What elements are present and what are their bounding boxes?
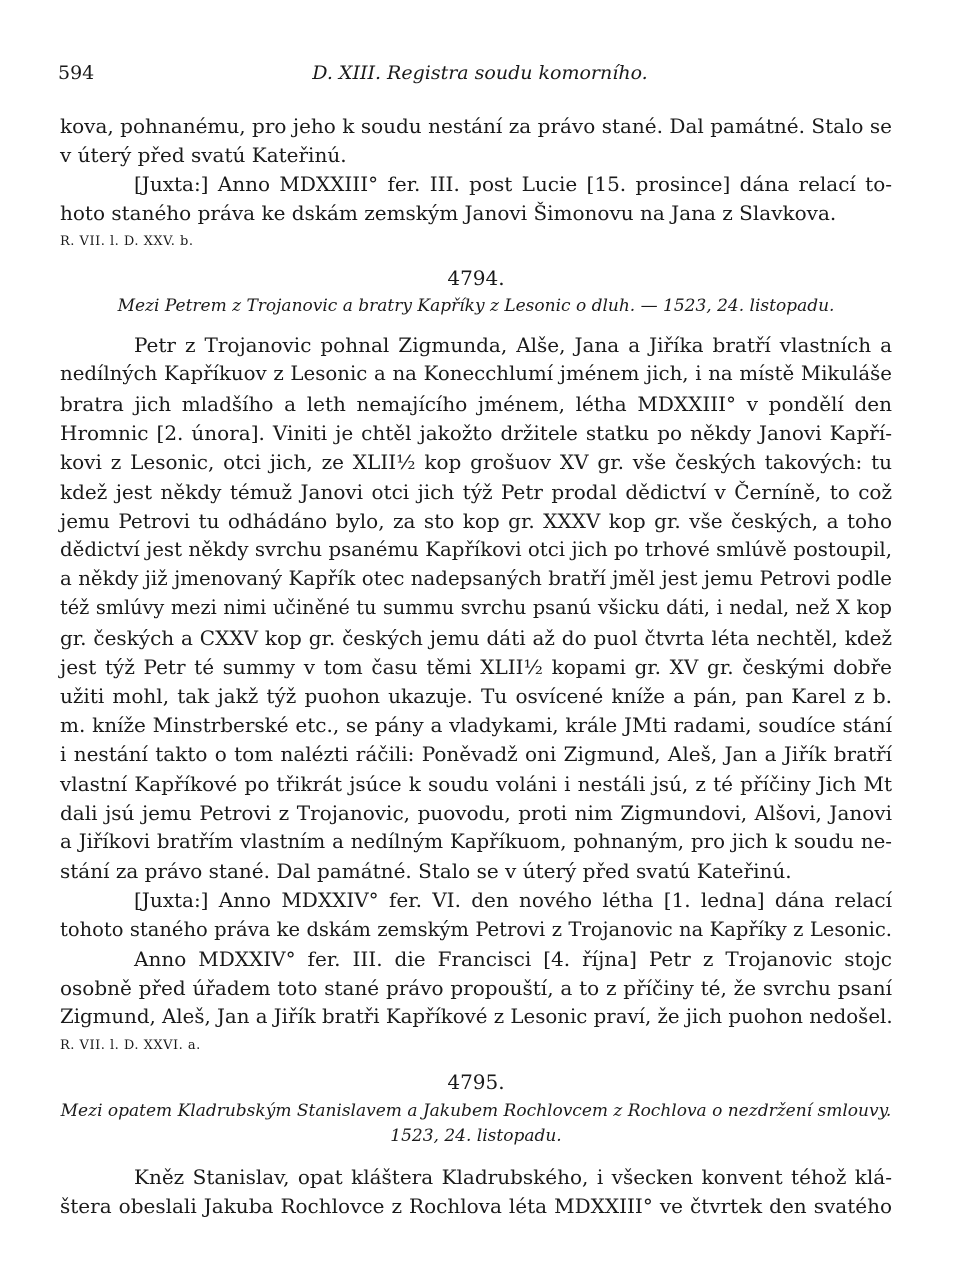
text-line: gr. českých a CXXV kop gr. českých jemu dáti až do puol čtvrta léta nechtěl, kdež xyxy=(60,626,892,650)
text-line: Hromnic [2. února]. Viniti je chtěl jakožto držitele statku po někdy Janovi Kapří- xyxy=(60,421,892,445)
text-line: Petr z Trojanovic pohnal Zigmunda, Alše, Jana a Jiříka bratří vlastních a xyxy=(134,333,892,357)
text-line: tohoto staného práva ke dskám zemským Petrovi z Trojanovic na Kapříky z Lesonic. xyxy=(60,918,892,941)
entry-number: 4795. xyxy=(447,1070,505,1094)
text-line: stání za právo stané. Dal památné. Stalo se v úterý před svatú Kateřinú. xyxy=(60,859,792,883)
text-line: osobně před úřadem toto stané právo propouští, a to z příčiny té, že svrchu psaní xyxy=(60,976,892,1000)
source-reference: R. VII. l. D. XXVI. a. xyxy=(60,1038,201,1053)
text-line: a Jiříkovi bratřím vlastním a nedílným Kapříkuom, pohnaným, pro jich k soudu ne- xyxy=(60,830,892,853)
text-line: kdež jest někdy témuž Janovi otci jich týž Petr prodal dědictví v Černíně, to což xyxy=(60,480,892,504)
text-line: štera obeslali Jakuba Rochlovce z Rochlova léta MDXXIII° ve čtvrtek den svatého xyxy=(60,1194,892,1218)
text-line: kovi z Lesonic, otci jich, ze XLII½ kop grošuov XV gr. vše českých takových: tu xyxy=(60,450,892,474)
source-reference: R. VII. l. D. XXV. b. xyxy=(60,234,194,249)
text-line: m. kníže Minstrberské etc., se pány a vladykami, krále JMti radami, soudíce stání xyxy=(60,713,892,737)
text-line: bratra jich mladšího a leth nemajícího jménem, létha MDXXIII° v pondělí den xyxy=(60,392,892,416)
running-head: D. XIII. Registra soudu komorního. xyxy=(312,62,648,84)
text-line: [Juxta:] Anno MDXXIV° fer. VI. den nového létha [1. ledna] dána relací xyxy=(134,888,892,912)
text-line: jest týž Petr té summy v tom času těmi XLII½ kopami gr. XV gr. českými dobře xyxy=(60,655,892,679)
text-line: dali jsú jemu Petrovi z Trojanovic, puovodu, proti nim Zigmundovi, Alšovi, Janovi xyxy=(60,801,892,825)
entry-heading: Mezi Petrem z Trojanovic a bratry Kapříky z Lesonic o dluh. — 1523, 24. listopadu. xyxy=(117,296,835,316)
text-line: kova, pohnanému, pro jeho k soudu nestání za právo stané. Dal památné. Stalo se xyxy=(60,114,892,138)
entry-date: 1523, 24. listopadu. xyxy=(390,1126,562,1146)
text-line: vlastní Kapříkové po třikrát jsúce k soudu voláni i nestáli jsú, z té příčiny Jich Mt xyxy=(60,772,892,796)
text-line: i nestání takto o tom nalézti ráčili: Poněvadž oni Zigmund, Aleš, Jan a Jiřík bratří xyxy=(60,742,892,766)
text-line: [Juxta:] Anno MDXXIII° fer. III. post Lucie [15. prosince] dána relací to- xyxy=(134,172,892,196)
text-line: dědictví jest někdy svrchu psanému Kapříkovi otci jich po trhové smlúvě postoupil, xyxy=(60,538,892,561)
text-line: Zigmund, Aleš, Jan a Jiřík bratři Kapříkové z Lesonic praví, že jich puohon nedošel. xyxy=(60,1005,893,1028)
text-line: nedílných Kapříkuov z Lesonic a na Konecchlumí jménem jich, i na místě Mikuláše xyxy=(60,362,892,385)
text-line: Kněz Stanislav, opat kláštera Kladrubského, i všecken konvent téhož klá- xyxy=(134,1165,892,1189)
entry-heading: Mezi opatem Kladrubským Stanislavem a Jakubem Rochlovcem z Rochlova o nezdržení smlouvy. xyxy=(60,1101,892,1121)
text-line: též smlúvy mezi nimi učiněné tu summu svrchu psanú všicku dáti, i nedal, než X kop xyxy=(60,596,892,619)
text-line: Anno MDXXIV° fer. III. die Francisci [4. října] Petr z Trojanovic stojc xyxy=(134,947,892,971)
text-line: jemu Petrovi tu odhádáno bylo, za sto kop gr. XXXV kop gr. vše českých, a toho xyxy=(60,509,892,533)
text-line: užiti mohl, tak jakž týž puohon ukazuje. Tu osvícené kníže a pán, pan Karel z b. xyxy=(60,684,892,708)
page-header xyxy=(58,62,902,90)
text-line: hoto staného práva ke dskám zemským Janovi Šimonovu na Jana z Slavkova. xyxy=(60,201,837,225)
text-line: a někdy již jmenovaný Kapřík otec nadepsaných bratří jměl jest jemu Petrovi podle xyxy=(60,567,892,590)
entry-number: 4794. xyxy=(447,266,505,290)
text-line: v úterý před svatú Kateřinú. xyxy=(60,143,347,167)
page-number: 594 xyxy=(58,62,95,84)
